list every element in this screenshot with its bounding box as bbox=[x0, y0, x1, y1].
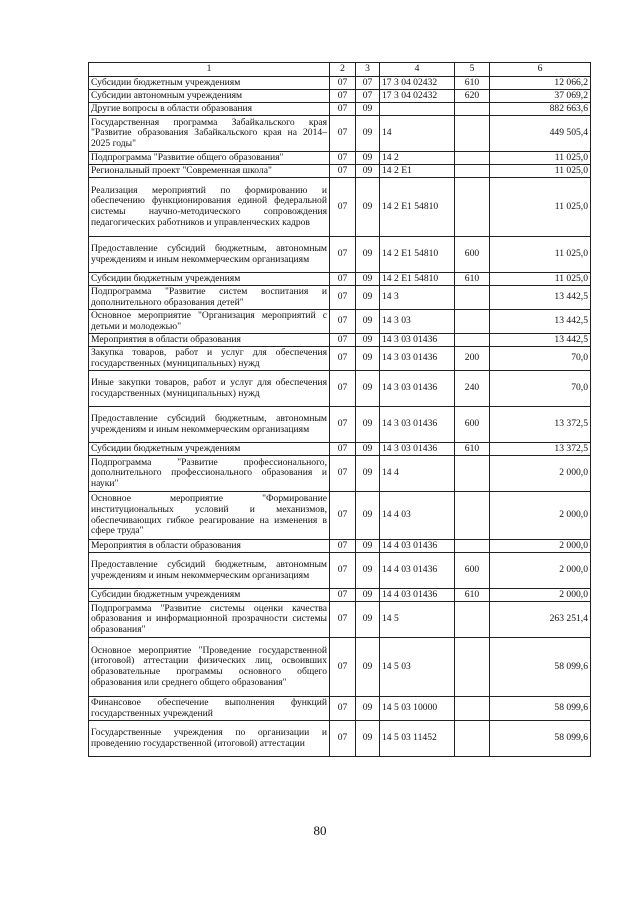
cell-amount: 12 066,2 bbox=[490, 77, 591, 90]
cell-section: 07 bbox=[330, 103, 356, 116]
table-row bbox=[89, 721, 591, 757]
cell-section: 07 bbox=[330, 638, 356, 697]
cell-section: 07 bbox=[330, 273, 356, 286]
cell-name: Подпрограмма "Развитие общего образования" bbox=[89, 152, 330, 165]
table-row bbox=[89, 602, 591, 638]
cell-expense-type bbox=[455, 152, 490, 165]
cell-amount: 449 505,4 bbox=[490, 116, 591, 152]
cell-section: 07 bbox=[330, 721, 356, 757]
cell-amount: 13 372,5 bbox=[490, 443, 591, 456]
table-row bbox=[89, 310, 591, 334]
column-header-section: 2 bbox=[330, 63, 356, 77]
cell-subsection: 09 bbox=[356, 178, 380, 237]
column-header-amount: 6 bbox=[490, 63, 591, 77]
cell-expense-type bbox=[455, 178, 490, 237]
cell-section: 07 bbox=[330, 347, 356, 371]
cell-expense-type bbox=[455, 310, 490, 334]
cell-target-article: 17 3 04 02432 bbox=[380, 77, 455, 90]
cell-name: Финансовое обеспечение выполнения функций государственных учреждений bbox=[89, 697, 330, 721]
cell-expense-type bbox=[455, 334, 490, 347]
cell-subsection: 09 bbox=[356, 638, 380, 697]
cell-section: 07 bbox=[330, 407, 356, 443]
cell-name: Другие вопросы в области образования bbox=[89, 103, 330, 116]
cell-subsection: 09 bbox=[356, 407, 380, 443]
cell-expense-type: 600 bbox=[455, 237, 490, 273]
cell-amount: 58 099,6 bbox=[490, 721, 591, 757]
cell-subsection: 07 bbox=[356, 77, 380, 90]
cell-name: Основное мероприятие "Формирование институциональных условий и механизмов, обеспечивающих гибкое реагирование на изменения в сфере труда" bbox=[89, 492, 330, 540]
cell-target-article: 14 2 E1 54810 bbox=[380, 273, 455, 286]
cell-amount: 11 025,0 bbox=[490, 237, 591, 273]
cell-section: 07 bbox=[330, 443, 356, 456]
cell-amount: 263 251,4 bbox=[490, 602, 591, 638]
cell-name: Государственная программа Забайкальского края "Развитие образования Забайкальского края на 2014–2025 годы" bbox=[89, 116, 330, 152]
table-row bbox=[89, 165, 591, 178]
cell-expense-type bbox=[455, 165, 490, 178]
cell-amount: 13 372,5 bbox=[490, 407, 591, 443]
cell-target-article: 14 5 03 11452 bbox=[380, 721, 455, 757]
cell-expense-type: 610 bbox=[455, 273, 490, 286]
table-row bbox=[89, 371, 591, 407]
cell-section: 07 bbox=[330, 310, 356, 334]
cell-amount: 2 000,0 bbox=[490, 540, 591, 553]
cell-target-article: 14 2 E1 54810 bbox=[380, 237, 455, 273]
cell-subsection: 09 bbox=[356, 310, 380, 334]
cell-amount: 2 000,0 bbox=[490, 589, 591, 602]
cell-name: Предоставление субсидий бюджетным, автономным учреждениям и иным некоммерческим организациям bbox=[89, 407, 330, 443]
table-row bbox=[89, 237, 591, 273]
cell-subsection: 09 bbox=[356, 116, 380, 152]
table-row bbox=[89, 347, 591, 371]
cell-section: 07 bbox=[330, 697, 356, 721]
cell-target-article: 14 2 E1 54810 bbox=[380, 178, 455, 237]
table-row bbox=[89, 334, 591, 347]
cell-name: Предоставление субсидий бюджетным, автономным учреждениям и иным некоммерческим организациям bbox=[89, 237, 330, 273]
cell-target-article: 17 3 04 02432 bbox=[380, 90, 455, 103]
cell-subsection: 09 bbox=[356, 492, 380, 540]
cell-target-article: 14 3 03 bbox=[380, 310, 455, 334]
cell-expense-type bbox=[455, 540, 490, 553]
cell-section: 07 bbox=[330, 371, 356, 407]
cell-expense-type bbox=[455, 697, 490, 721]
cell-expense-type bbox=[455, 103, 490, 116]
cell-target-article: 14 5 03 bbox=[380, 638, 455, 697]
cell-subsection: 09 bbox=[356, 286, 380, 310]
cell-amount: 70,0 bbox=[490, 371, 591, 407]
cell-target-article: 14 bbox=[380, 116, 455, 152]
table-row bbox=[89, 492, 591, 540]
cell-name: Субсидии бюджетным учреждениям bbox=[89, 443, 330, 456]
cell-expense-type: 600 bbox=[455, 407, 490, 443]
cell-amount: 13 442,5 bbox=[490, 286, 591, 310]
cell-section: 07 bbox=[330, 152, 356, 165]
cell-amount: 58 099,6 bbox=[490, 697, 591, 721]
cell-name: Основное мероприятие "Организация мероприятий с детьми и молодежью" bbox=[89, 310, 330, 334]
cell-section: 07 bbox=[330, 165, 356, 178]
cell-name: Иные закупки товаров, работ и услуг для обеспечения государственных (муниципальных) нужд bbox=[89, 371, 330, 407]
cell-target-article: 14 3 bbox=[380, 286, 455, 310]
cell-amount: 11 025,0 bbox=[490, 152, 591, 165]
cell-name: Субсидии автономным учреждениям bbox=[89, 90, 330, 103]
cell-name: Мероприятия в области образования bbox=[89, 334, 330, 347]
cell-subsection: 09 bbox=[356, 103, 380, 116]
cell-target-article: 14 4 03 01436 bbox=[380, 589, 455, 602]
cell-expense-type: 610 bbox=[455, 77, 490, 90]
cell-amount: 13 442,5 bbox=[490, 310, 591, 334]
cell-amount: 58 099,6 bbox=[490, 638, 591, 697]
cell-amount: 882 663,6 bbox=[490, 103, 591, 116]
cell-section: 07 bbox=[330, 77, 356, 90]
cell-section: 07 bbox=[330, 456, 356, 492]
cell-expense-type bbox=[455, 721, 490, 757]
column-header-subsection: 3 bbox=[356, 63, 380, 77]
table-row bbox=[89, 116, 591, 152]
cell-name: Закупка товаров, работ и услуг для обеспечения государственных (муниципальных) нужд bbox=[89, 347, 330, 371]
cell-name: Подпрограмма "Развитие системы оценки качества образования и информационной прозрачности системы образования" bbox=[89, 602, 330, 638]
table-row bbox=[89, 456, 591, 492]
cell-section: 07 bbox=[330, 540, 356, 553]
cell-subsection: 09 bbox=[356, 347, 380, 371]
cell-amount: 13 442,5 bbox=[490, 334, 591, 347]
table-row bbox=[89, 178, 591, 237]
cell-target-article: 14 4 03 01436 bbox=[380, 540, 455, 553]
cell-expense-type: 200 bbox=[455, 347, 490, 371]
table-row bbox=[89, 553, 591, 589]
cell-section: 07 bbox=[330, 492, 356, 540]
column-header-expense-type: 5 bbox=[455, 63, 490, 77]
cell-target-article: 14 4 03 bbox=[380, 492, 455, 540]
cell-expense-type: 610 bbox=[455, 589, 490, 602]
cell-name: Реализация мероприятий по формированию и обеспечению функционирования единой федеральной системы научно-методического сопровождения педагогических работников и управленческих кадров bbox=[89, 178, 330, 237]
column-header-name: 1 bbox=[89, 63, 330, 77]
cell-section: 07 bbox=[330, 286, 356, 310]
cell-subsection: 09 bbox=[356, 165, 380, 178]
cell-target-article: 14 3 03 01436 bbox=[380, 347, 455, 371]
cell-name: Мероприятия в области образования bbox=[89, 540, 330, 553]
cell-target-article: 14 5 03 10000 bbox=[380, 697, 455, 721]
cell-target-article: 14 5 bbox=[380, 602, 455, 638]
table-row bbox=[89, 152, 591, 165]
table-row bbox=[89, 103, 591, 116]
cell-name: Субсидии бюджетным учреждениям bbox=[89, 589, 330, 602]
cell-subsection: 09 bbox=[356, 602, 380, 638]
cell-section: 07 bbox=[330, 589, 356, 602]
cell-name: Субсидии бюджетным учреждениям bbox=[89, 77, 330, 90]
cell-subsection: 09 bbox=[356, 589, 380, 602]
cell-expense-type: 620 bbox=[455, 90, 490, 103]
cell-amount: 2 000,0 bbox=[490, 553, 591, 589]
cell-expense-type bbox=[455, 456, 490, 492]
cell-section: 07 bbox=[330, 116, 356, 152]
cell-target-article: 14 2 bbox=[380, 152, 455, 165]
cell-section: 07 bbox=[330, 602, 356, 638]
cell-name: Региональный проект "Современная школа" bbox=[89, 165, 330, 178]
cell-expense-type: 610 bbox=[455, 443, 490, 456]
table-row bbox=[89, 286, 591, 310]
cell-target-article: 14 2 E1 bbox=[380, 165, 455, 178]
cell-name: Основное мероприятие "Проведение государственной (итоговой) аттестации физических лиц, освоивших образовательные программы основного общего образования или среднего общего образования" bbox=[89, 638, 330, 697]
cell-name: Субсидии бюджетным учреждениям bbox=[89, 273, 330, 286]
cell-amount: 11 025,0 bbox=[490, 273, 591, 286]
cell-section: 07 bbox=[330, 90, 356, 103]
cell-subsection: 09 bbox=[356, 697, 380, 721]
cell-subsection: 09 bbox=[356, 443, 380, 456]
cell-expense-type bbox=[455, 116, 490, 152]
cell-expense-type bbox=[455, 286, 490, 310]
cell-name: Предоставление субсидий бюджетным, автономным учреждениям и иным некоммерческим организациям bbox=[89, 553, 330, 589]
cell-amount: 2 000,0 bbox=[490, 456, 591, 492]
cell-expense-type: 600 bbox=[455, 553, 490, 589]
cell-section: 07 bbox=[330, 237, 356, 273]
cell-name: Подпрограмма "Развитие систем воспитания и дополнительного образования детей" bbox=[89, 286, 330, 310]
cell-target-article: 14 3 03 01436 bbox=[380, 407, 455, 443]
cell-section: 07 bbox=[330, 334, 356, 347]
table-row bbox=[89, 407, 591, 443]
table-header-row bbox=[89, 63, 591, 77]
cell-subsection: 09 bbox=[356, 237, 380, 273]
cell-subsection: 09 bbox=[356, 334, 380, 347]
cell-section: 07 bbox=[330, 553, 356, 589]
table-row bbox=[89, 638, 591, 697]
cell-subsection: 09 bbox=[356, 553, 380, 589]
cell-name: Подпрограмма "Развитие профессионального, дополнительного профессионального образования и науки" bbox=[89, 456, 330, 492]
cell-amount: 11 025,0 bbox=[490, 178, 591, 237]
cell-target-article: 14 3 03 01436 bbox=[380, 371, 455, 407]
cell-target-article: 14 4 bbox=[380, 456, 455, 492]
table-row bbox=[89, 697, 591, 721]
cell-expense-type bbox=[455, 638, 490, 697]
cell-target-article: 14 3 03 01436 bbox=[380, 334, 455, 347]
table-row bbox=[89, 589, 591, 602]
cell-expense-type bbox=[455, 602, 490, 638]
table-row bbox=[89, 90, 591, 103]
cell-section: 07 bbox=[330, 178, 356, 237]
cell-name: Государственные учреждения по организации и проведению государственной (итоговой) аттестации bbox=[89, 721, 330, 757]
cell-subsection: 07 bbox=[356, 90, 380, 103]
cell-expense-type bbox=[455, 492, 490, 540]
cell-subsection: 09 bbox=[356, 721, 380, 757]
cell-expense-type: 240 bbox=[455, 371, 490, 407]
cell-amount: 11 025,0 bbox=[490, 165, 591, 178]
cell-amount: 2 000,0 bbox=[490, 492, 591, 540]
cell-target-article: 14 3 03 01436 bbox=[380, 443, 455, 456]
table-row bbox=[89, 443, 591, 456]
page-number: 80 bbox=[313, 823, 327, 838]
cell-subsection: 09 bbox=[356, 540, 380, 553]
table-row bbox=[89, 540, 591, 553]
table-body bbox=[89, 77, 591, 757]
cell-subsection: 09 bbox=[356, 371, 380, 407]
cell-subsection: 09 bbox=[356, 273, 380, 286]
column-header-target-article: 4 bbox=[380, 63, 455, 77]
cell-target-article bbox=[380, 103, 455, 116]
cell-subsection: 09 bbox=[356, 152, 380, 165]
cell-target-article: 14 4 03 01436 bbox=[380, 553, 455, 589]
cell-amount: 70,0 bbox=[490, 347, 591, 371]
table-row bbox=[89, 273, 591, 286]
budget-table bbox=[88, 62, 591, 757]
table-row bbox=[89, 77, 591, 90]
cell-subsection: 09 bbox=[356, 456, 380, 492]
cell-amount: 37 069,2 bbox=[490, 90, 591, 103]
